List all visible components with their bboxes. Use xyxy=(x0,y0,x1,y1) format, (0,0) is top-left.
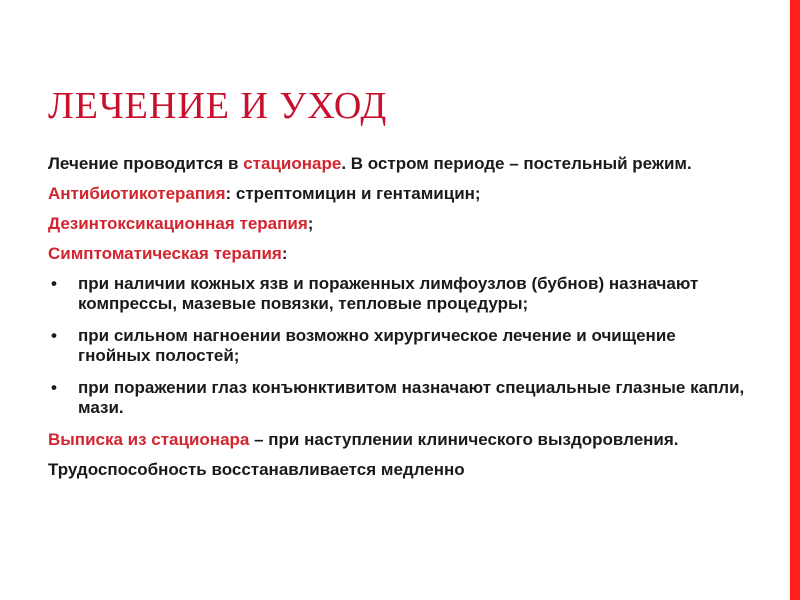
paragraph-antibiotics xyxy=(48,184,748,204)
discharge-text: – при наступлении клинического выздоровления. xyxy=(249,430,679,449)
right-accent-bar xyxy=(790,0,800,600)
slide-title: ЛЕЧЕНИЕ И УХОД xyxy=(48,85,388,127)
treatment-text-2: . В остром периоде – постельный режим. xyxy=(341,154,692,173)
bullet-dot-icon: • xyxy=(51,274,57,293)
bullet-text: при наличии кожных язв и пораженных лимфоузлов (бубнов) назначают компрессы, мазевые повязки, тепловые процедуры; xyxy=(78,274,699,313)
list-item xyxy=(48,326,748,366)
paragraph-treatment xyxy=(48,154,748,174)
list-item xyxy=(48,378,748,418)
list-item xyxy=(48,274,748,314)
antibiotics-highlight: Антибиотикотерапия xyxy=(48,184,226,203)
detox-text: ; xyxy=(307,214,314,233)
symptomatic-highlight: Симптоматическая терапия xyxy=(48,244,282,263)
bullet-text: при сильном нагноении возможно хирургическое лечение и очищение гнойных полостей; xyxy=(78,326,676,365)
hospital-highlight: стационаре xyxy=(243,154,342,173)
paragraph-detox xyxy=(48,214,748,234)
bullet-dot-icon: • xyxy=(51,326,57,345)
symptomatic-bullet-list xyxy=(48,274,748,418)
bullet-text: при поражении глаз конъюнктивитом назначают специальные глазные капли, мази. xyxy=(78,378,745,417)
paragraph-symptomatic xyxy=(48,244,748,264)
symptomatic-text: : xyxy=(281,244,288,263)
page-edge-shadow xyxy=(788,0,790,600)
treatment-text-1: Лечение проводится в xyxy=(48,154,244,173)
antibiotics-text: : стрептомицин и гентамицин; xyxy=(225,184,481,203)
detox-highlight: Дезинтоксикационная терапия xyxy=(48,214,308,233)
discharge-highlight: Выписка из стационара xyxy=(48,430,250,449)
bullet-dot-icon: • xyxy=(51,378,57,397)
paragraph-discharge xyxy=(48,430,748,450)
paragraph-recovery: Трудоспособность восстанавливается медленно xyxy=(48,460,465,479)
slide-body xyxy=(48,154,748,490)
